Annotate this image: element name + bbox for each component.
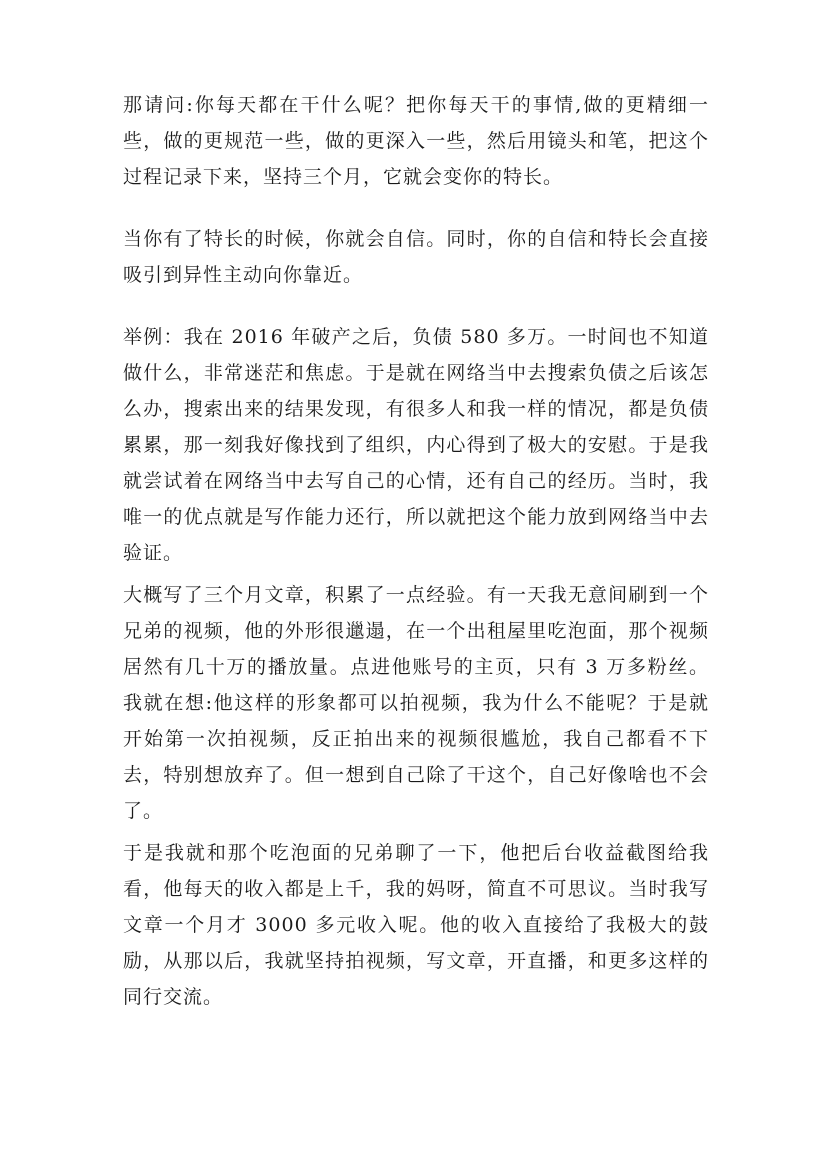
paragraph-encouragement: 于是我就和那个吃泡面的兄弟聊了一下，他把后台收益截图给我看，他每天的收入都是上千，我的妈呀，简直不可思议。当时我写文章一个月才 3000 多元收入呢。他的收入直接给了我极大的鼓励，从那以后，我就坚持拍视频，写文章，开直播，和更多这样的同行交流。 <box>123 842 709 1008</box>
paragraph-video-start: 大概写了三个月文章，积累了一点经验。有一天我无意间刷到一个兄弟的视频，他的外形很邋遢，在一个出租屋里吃泡面，那个视频居然有几十万的播放量。点进他账号的主页，只有 3 万多粉丝。我就在想:他这样的形象都可以拍视频，我为什么不能呢？于是就开始第一次拍视频，反正拍出来的视频很尴尬，我自己都看不下去，特别想放弃了。但一想到自己除了干这个，自己好像啥也不会了。 <box>123 584 709 822</box>
paragraph-example-bankruptcy: 举例：我在 2016 年破产之后，负债 580 多万。一时间也不知道做什么，非常迷茫和焦虑。于是就在网络当中去搜索负债之后该怎么办，搜索出来的结果发现，有很多人和我一样的情况，都是负债累累，那一刻我好像找到了组织，内心得到了极大的安慰。于是我就尝试着在网络当中去写自己的心情，还有自己的经历。当时，我唯一的优点就是写作能力还行，所以就把这个能力放到网络当中去验证。 <box>123 326 709 564</box>
paragraph-confidence: 当你有了特长的时候，你就会自信。同时，你的自信和特长会直接吸引到异性主动向你靠近。 <box>123 228 709 286</box>
paragraph-daily-work: 那请问:你每天都在干什么呢？把你每天干的事情,做的更精细一些，做的更规范一些，做的更深入一些，然后用镜头和笔，把这个过程记录下来，坚持三个月，它就会变你的特长。 <box>123 94 709 188</box>
